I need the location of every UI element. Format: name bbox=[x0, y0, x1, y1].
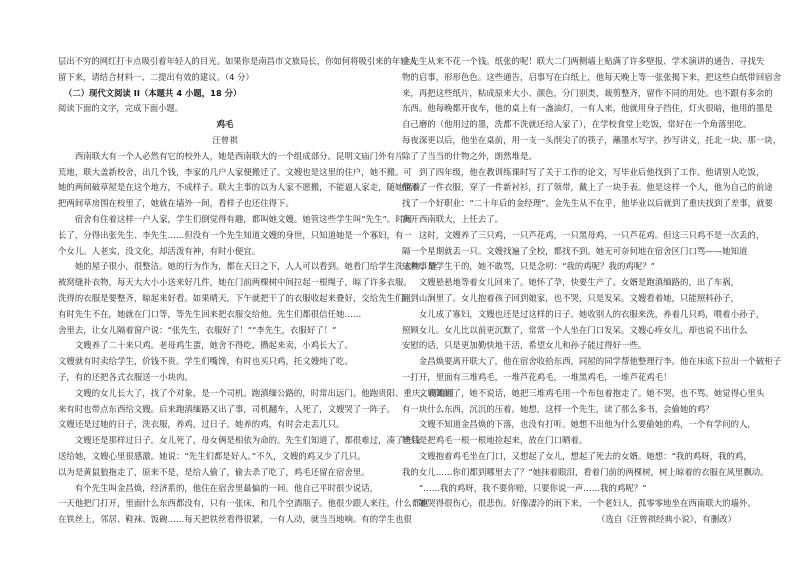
left-column-line: 文嫂养了二十来只鸡。老母鸡生蛋，她舍不得吃，攒起来卖，小鸡长大了。 bbox=[58, 340, 353, 351]
right-column-line: 女儿成了寡妇，文嫂也还是过这样的日子。她收别人的衣服来洗，养着几只鸡，喂着小孙子， bbox=[402, 308, 765, 319]
left-column-line: 长了，分得出张先生、李先生……但没有一个先生知道文嫂的身世，只知道她是一个寡妇，有一 bbox=[58, 229, 412, 240]
left-column-line: 汪曾祺 bbox=[212, 134, 238, 145]
left-column-line: 层出不穷的网红打卡点吸引着年轻人的目光。如果你是南昌市文旅局长，你如何将吸引来的年轻人 bbox=[58, 56, 417, 66]
right-column-line: “……我的鸡呀，我不要你赔，只要你说一声……我的鸡呢？” bbox=[402, 482, 647, 493]
left-column-line: 文嫂还是那样过日子。女儿死了，母女俩是相依为命的。先生们知道了，都很难过，凑了些钱 bbox=[58, 435, 421, 446]
right-column-line: 找了一个好职业：“二十年后的金经理”。金先生从不在乎，他毕业以后就到了重庆找到了差事，就要 bbox=[402, 198, 773, 209]
right-column-line: 金昌焕要离开联大了，他在宿舍收拾东西，同屋的同学帮他整理行李。他在床底下拉出一个破柜子 bbox=[402, 356, 782, 367]
right-column-line: （选自《汪曾祺经典小说》，有删改） bbox=[596, 514, 736, 525]
right-column-line: 一打开，里面有三堆鸡毛，一堆芦花鸡毛，一堆黑鸡毛，一堆芦花鸡毛！ bbox=[402, 371, 672, 382]
left-column-line: 在铁丝上，邻居、鞋袜、饭碗……每天把铁丝看得很紧，一有人动，就当当地响。有的学生也很 bbox=[58, 514, 412, 525]
right-column-line: 安慰的话，只是更加勤快地干活，希望女儿和孙子能过得好一些。 bbox=[402, 340, 647, 351]
left-column-line: 把两间草房围在校里了，她就在墙外一间，看样子也还住得下。 bbox=[58, 198, 294, 209]
left-column-line: 文嫂就有时卖给学生，价钱不贵。学生们嘴馋，有时也买只鸡，托文嫂炖了吃。 bbox=[58, 356, 353, 367]
right-column-line: 这时，文嫂养了三只鸡，一只芦花鸡，一只黑母鸡，一只芦花鸡。但这三只鸡不是一次丢的， bbox=[402, 229, 765, 240]
right-column-line: 翻到山涧里了。女儿抱着孩子回到娘家，也不哭，只是发呆。文嫂看着她，只能照料孙子， bbox=[402, 292, 739, 303]
left-column-line: 鸡毛 bbox=[216, 119, 234, 130]
left-column-line: 宿舍有住着这样一户人家，学生们倒觉得有趣，都叫她文嫂。她管这些学生叫“先生”。时间 bbox=[58, 213, 413, 224]
left-column-line: 有时先生不在，她就在门口等，等先生回来把衣服交给他。先生们都很信任她…… bbox=[58, 308, 362, 319]
left-column-line: 荒地，联大盖新校舍，出几个钱，李家的几户人家便搬迁了。文嫂也是这里的住户，她不搬。可 bbox=[58, 166, 412, 177]
left-column-line: 舍里去，让女儿隔着窗户说：“张先生，衣服好了！”“李先生，衣服好了！” bbox=[58, 324, 337, 335]
left-column-line: 有个先生叫金昌焕，经济系的，他住在宿舍里最偏的一间。他自己平时很少说话， bbox=[58, 482, 379, 493]
left-column-line: 文嫂的女儿长大了，找了个对象，是一个司机。跑滇缅公路的，时常出远门。他跑贵阳、重庆，再跑回 bbox=[58, 387, 454, 398]
right-column-line: 离开西南联大，上任去了。 bbox=[402, 213, 504, 224]
right-column-line: 东西。他每晚都开夜车，他的桌上有一盏油灯，一有人来，他就用身子挡住，灯火很暗，他用的墨是 bbox=[402, 103, 773, 114]
left-column-line: 西南联大有一个人必然有它的校外人，她是西南联大的一个组成部分。昆明文庙门外有片 bbox=[58, 150, 404, 161]
left-column-line: 以为是黄鼠狼拖走了，原来不是，是给人偷了，偷去杀了吃了，鸡毛还留在宿舍里。 bbox=[58, 466, 370, 477]
right-column-line: 物的启事，形形色色。这些通告，启事写在白纸上，他每天晚上等一张张揭下来，把这些白纸带回宿舍 bbox=[402, 71, 782, 82]
left-column-line: 送给她，文嫂心里很感激。她说：“先生们都是好人。”不久，文嫂的鸡又少了几只。 bbox=[58, 450, 366, 461]
right-column-line: 隔一个星期就丢一只。文嫂找遍了全校，都找不到。她无可奈何地在宿舍区门口骂——她知道 bbox=[402, 245, 748, 256]
right-column-line: 除了了当当的什物之外，朗然堆是。 bbox=[402, 150, 537, 161]
right-column-line: 照顾女儿。女儿比以前更沉默了，常常一个人坐在门口发呆。文嫂心疼女儿，却也说不出什么 bbox=[402, 324, 748, 335]
right-column-line: 自己磨的（他用过的墨，洗都不洗就还给人家了），在学校食堂上吃饭，常好在一个角落里吃。 bbox=[402, 119, 752, 130]
left-column-line: 子，有的还把各式衣服送一小块肉。 bbox=[58, 371, 193, 382]
left-column-line: 个女儿。人老实，没文化，却活泼有神，有时小便宜。 bbox=[58, 245, 261, 256]
right-column-line: 有一块什么东西，沉沉的压着。她想，这样一个先生，读了那么多书，会偷她的鸡？ bbox=[402, 403, 714, 414]
right-column-line: 文嫂悬悬地等着女儿回来了。她怀了孕，快要生产了。女婿是跑滇缅路的，出了车祸， bbox=[402, 277, 739, 288]
left-column-line: 洗得的衣服是要整齐，晾起来好看。如果晴天，下午就把干了的衣服收起来叠好，交给先生们 bbox=[58, 292, 404, 303]
left-column-line: 被窝缝补衣物，每天大大小小送来好几件，她在门前两棵树中间拉起一根绳子，晾了许多衣服。 bbox=[58, 277, 412, 288]
right-column-line: 来，再把这些纸片，粘成原来大小、颜色，分门别类，裁剪整齐，留作不同的用处。也不跟有多余的 bbox=[402, 87, 773, 98]
right-column-line: 他添了一件衣服，穿了一件新衬衫，打了领带，戴上了一块手表。他是这样一个人，他为自己的前途 bbox=[402, 182, 773, 193]
right-column-line: 这种事是学生干的，她不敢骂，只是念叨：“我的鸡呢？我的鸡呢？” bbox=[402, 261, 655, 272]
right-column-line: 文嫂不知道金昌焕的下落，也没有打听。她想不出他为什么要偷她的鸡，一个有学问的人， bbox=[402, 419, 756, 430]
right-column-line: 金先生从来不花一个钱。纸张的呢！联大二门两侧墙上贴满了许多壁报、学术演讲的通告、寻找失 bbox=[402, 56, 765, 66]
right-column bbox=[402, 54, 782, 528]
left-column-line: （二）现代文阅读 II（本题共 4 小题，18 分） bbox=[64, 87, 242, 98]
right-column-line: 她哭得很伤心，很悲伤。好像凄冷的雨下来，一个老妇人，孤零零地坐在西南联大的墙外。 bbox=[402, 498, 756, 509]
left-column-line: 她的两间破草屋是在这个地方，不成样子。联大主事的以为人家不愿搬，不能逼人家走，随她留着。 bbox=[58, 182, 429, 193]
right-column-line: 她只是把鸡毛一根一根地捡起来，放在门口晒着。 bbox=[402, 435, 588, 446]
right-column-line: 我的女儿……你们都到哪里去了？”她抹着眼泪，看着门前的两棵树，树上晾着的衣服在风里飘动。 bbox=[402, 466, 769, 477]
right-column-line: 文嫂知道了，她不说话，她把三堆鸡毛用一个布包着抱走了。她不哭，也不骂。她觉得心里头 bbox=[402, 387, 765, 398]
left-column-line: 一天他把门打开，里面什么东西都没有，只有一张床，和几个空酒瓶子。他很少跟人来往，什么都抠 bbox=[58, 498, 429, 509]
right-column-line: 文嫂抱着鸡毛坐在门口，又想起了女儿，想起了死去的女婿。她想：“我的鸡呀，我的鸡， bbox=[402, 450, 752, 461]
left-column-line: 留下来，请结合材料一、二提出有效的建议。（4 分） bbox=[58, 71, 254, 82]
left-column-line: 来有时也带点东西给文嫂。后来跑滇缅路又出了事，司机翻车，人死了，文嫂哭了一阵子。 bbox=[58, 403, 395, 414]
left-column-line: 文嫂还是过她的日子，洗衣服，养鸡，过日子。她养的鸡，有时会走丢几只。 bbox=[58, 419, 345, 430]
right-column-line: 每夜深更以后，他坐在桌前，用一支一头削尖了的筷子，蘸墨水写字，抄写讲义，托北一块、那一块， bbox=[402, 134, 782, 145]
left-column-line: 她的屋子很小，很整洁。她的行为作为，都在天日之下，人人可以看到。她看门给学生洗衣物、缝 bbox=[58, 261, 438, 272]
right-column-line: 到了四年级，他在教训练课时写了关于工作的论文，写毕业后他找到了工作。他请别人吃饭， bbox=[402, 166, 765, 177]
left-column-line: 阅读下面的文字，完成下面小题。 bbox=[58, 103, 184, 114]
